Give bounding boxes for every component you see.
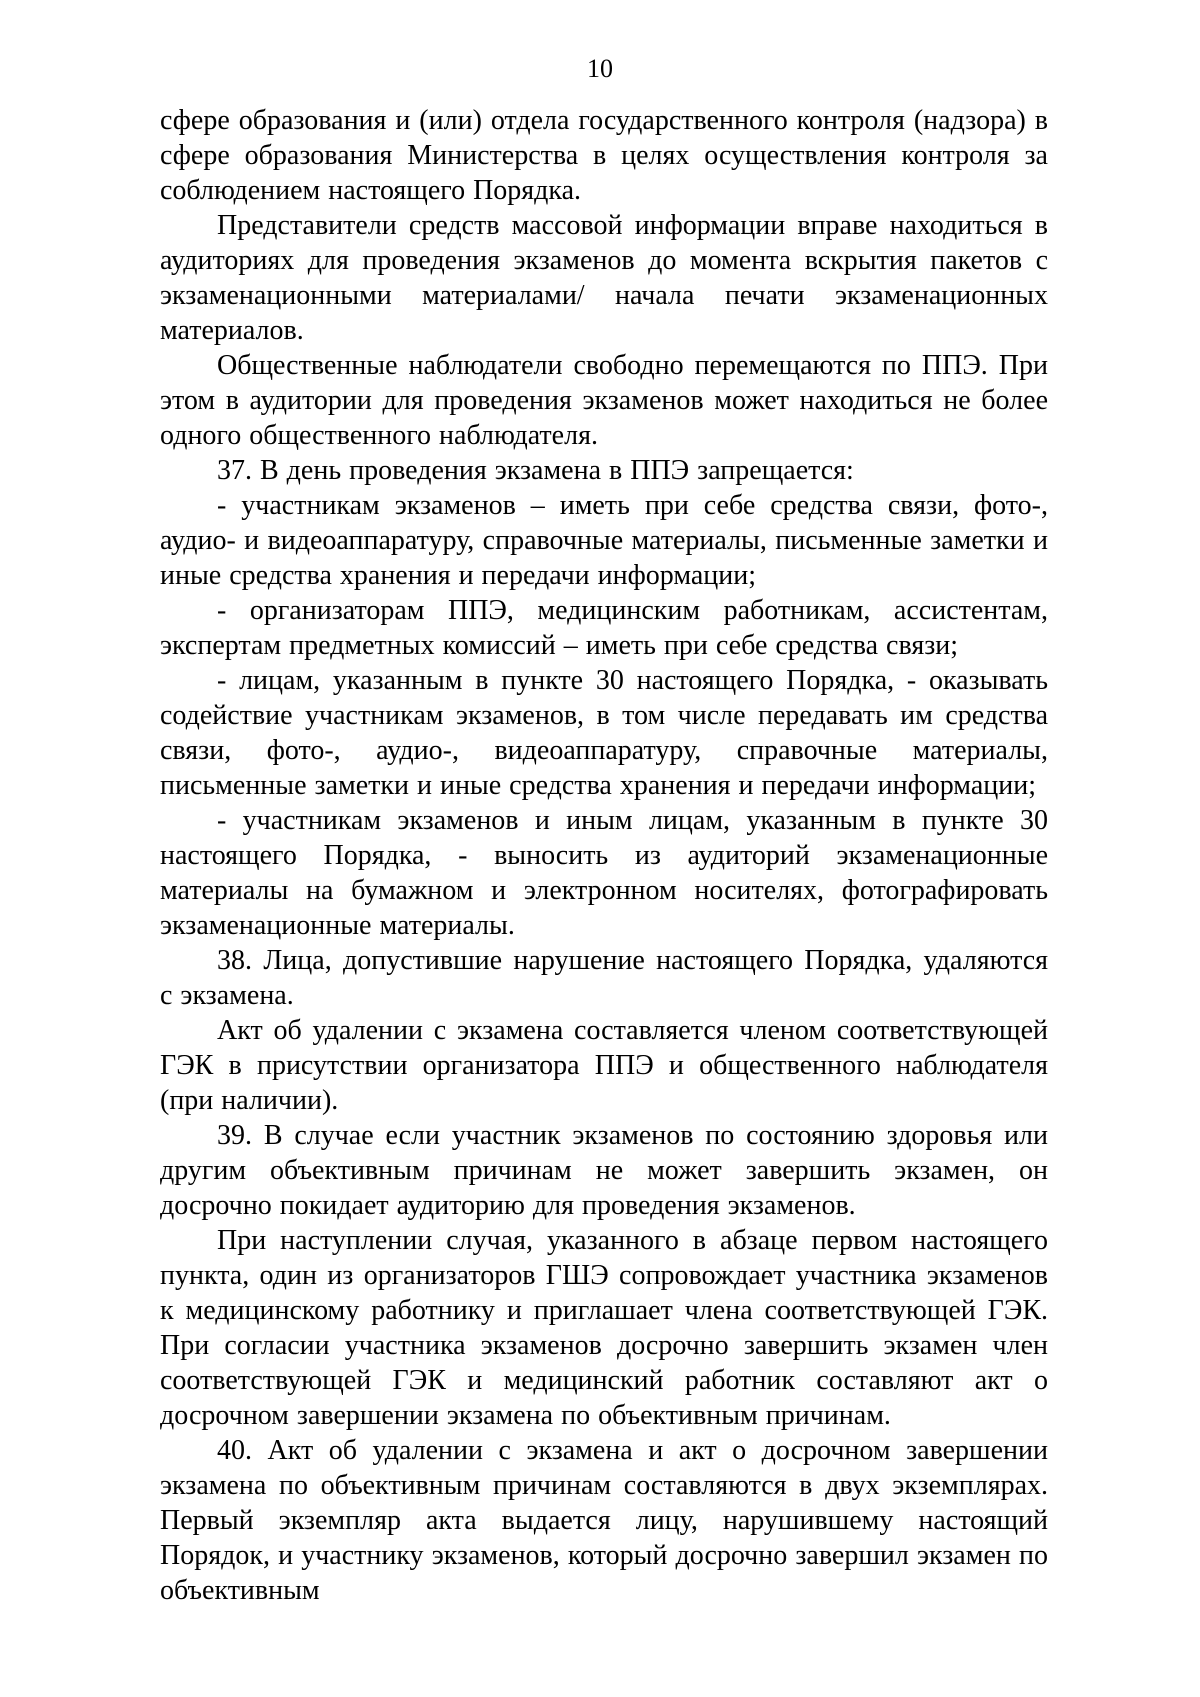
- paragraph-item-39: 39. В случае если участник экзаменов по состоянию здоровья или другим объективным причинам не может завершить экзамен, он досрочно покидает аудиторию для проведения экзаменов.: [160, 1120, 1048, 1221]
- paragraph-item-37: 37. В день проведения экзамена в ППЭ запрещается:: [217, 455, 854, 486]
- paragraph-item-38-act: Акт об удалении с экзамена составляется членом соответствующей ГЭК в присутствии организатора ППЭ и общественного наблюдателя (при наличии).: [160, 1015, 1048, 1116]
- paragraph-item-37-list-1: - участникам экзаменов – иметь при себе средства связи, фото-, аудио- и видеоаппаратуру, справочные материалы, письменные заметки и иные средства хранения и передачи информации;: [160, 490, 1048, 591]
- paragraph-continuation: сфере образования и (или) отдела государственного контроля (надзора) в сфере образования Министерства в целях осуществления контроля за соблюдением настоящего Порядка.: [160, 105, 1048, 206]
- paragraph-item-37-list-3: - лицам, указанным в пункте 30 настоящего Порядка, - оказывать содействие участникам экзаменов, в том числе передавать им средства связи, фото-, аудио-, видеоаппаратуру, справочные материалы, письменные заметки и иные средства хранения и передачи информации;: [160, 665, 1048, 801]
- paragraph-item-39-procedure: При наступлении случая, указанного в абзаце первом настоящего пункта, один из организаторов ГШЭ сопровождает участника экзаменов к медицинскому работнику и приглашает члена соответствующей ГЭК. При согласии участника экзаменов досрочно завершить экзамен член соответствующей ГЭК и медицинский работник составляют акт о досрочном завершении экзамена по объективным причинам.: [160, 1225, 1048, 1431]
- paragraph-item-38: 38. Лица, допустившие нарушение настоящего Порядка, удаляются с экзамена.: [160, 945, 1048, 1011]
- paragraph-item-37-list-2: - организаторам ППЭ, медицинским работникам, ассистентам, экспертам предметных комиссий – иметь при себе средства связи;: [160, 595, 1048, 661]
- paragraph-media-representatives: Представители средств массовой информации вправе находиться в аудиториях для проведения экзаменов до момента вскрытия пакетов с экзаменационными материалами/ начала печати экзаменационных материалов.: [160, 210, 1048, 346]
- document-body: [160, 103, 1048, 1608]
- page-number: 10: [587, 54, 613, 83]
- paragraph-item-40: 40. Акт об удалении с экзамена и акт о досрочном завершении экзамена по объективным причинам составляются в двух экземплярах. Первый экземпляр акта выдается лицу, нарушившему настоящий Порядок, и участнику экзаменов, который досрочно завершил экзамен по объективным: [160, 1435, 1048, 1606]
- paragraph-item-37-list-4: - участникам экзаменов и иным лицам, указанным в пункте 30 настоящего Порядка, - выносить из аудиторий экзаменационные материалы на бумажном и электронном носителях, фотографировать экзаменационные материалы.: [160, 805, 1048, 941]
- paragraph-public-observers: Общественные наблюдатели свободно перемещаются по ППЭ. При этом в аудитории для проведения экзаменов может находиться не более одного общественного наблюдателя.: [160, 350, 1048, 451]
